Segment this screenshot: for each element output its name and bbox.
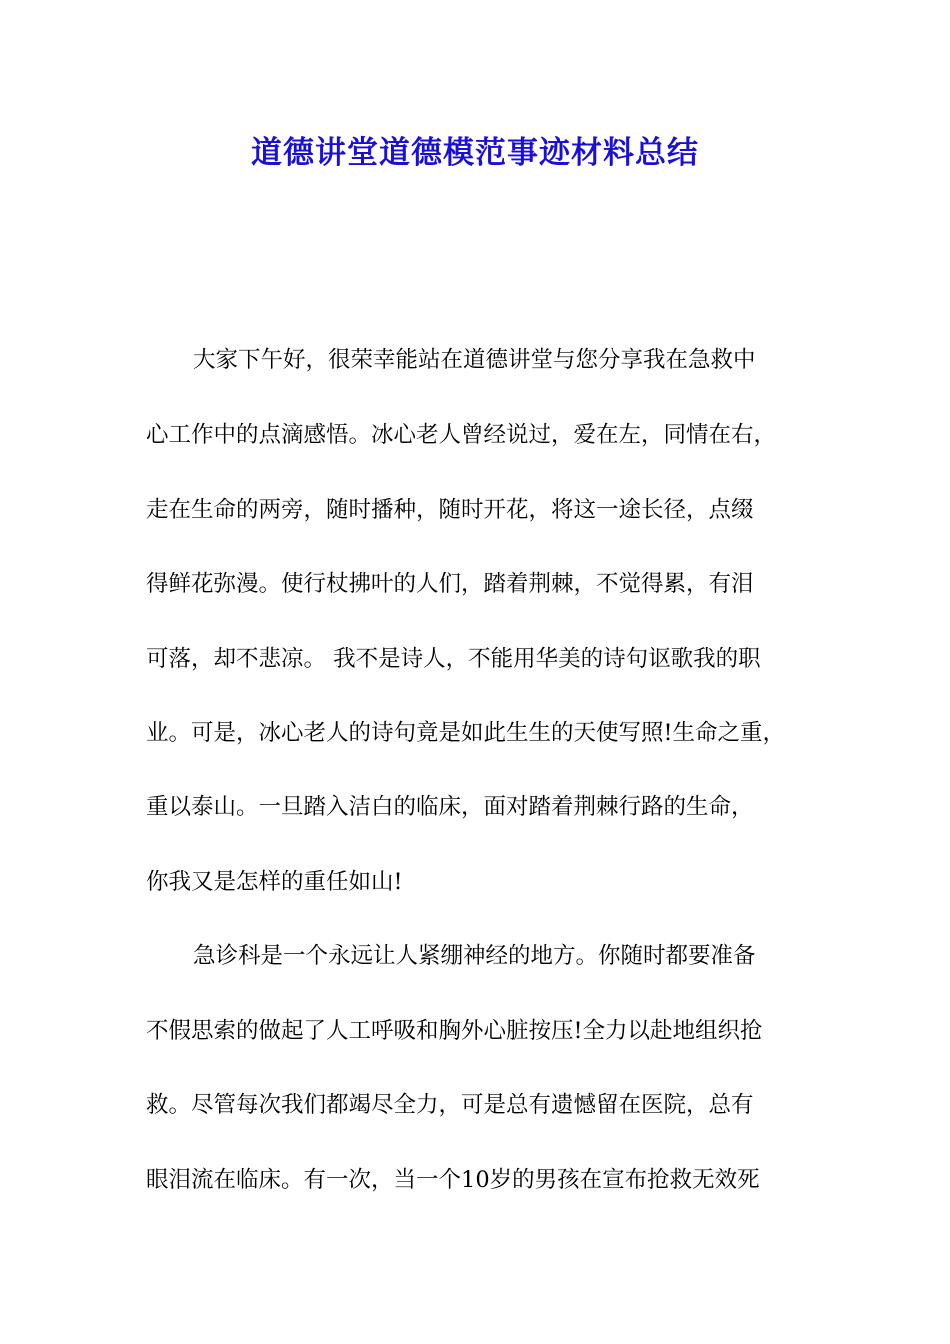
paragraph-2-line-2: 不假思索的做起了人工呼吸和胸外心脏按压!全力以赴地组织抢	[146, 1018, 763, 1044]
paragraph-2-line-3: 救。尽管每次我们都竭尽全力，可是总有遗憾留在医院，总有	[146, 1092, 754, 1118]
paragraph-1-line-1: 大家下午好，很荣幸能站在道德讲堂与您分享我在急救中	[193, 347, 756, 373]
paragraph-1-line-5: 可落，却不悲凉。 我不是诗人，不能用华美的诗句讴歌我的职	[146, 646, 761, 672]
paragraph-1-line-2: 心工作中的点滴感悟。冰心老人曾经说过，爱在左，同情在右，	[146, 422, 777, 448]
document-title: 道德讲堂道德模范事迹材料总结	[251, 135, 699, 171]
paragraph-2-line-4: 眼泪流在临床。有一次，当一个10岁的男孩在宣布抢救无效死	[146, 1167, 760, 1193]
paragraph-1-line-6: 业。可是，冰心老人的诗句竟是如此生生的天使写照!生命之重，	[146, 720, 786, 746]
paragraph-1-line-7: 重以泰山。一旦踏入洁白的临床，面对踏着荆棘行路的生命，	[146, 794, 754, 820]
paragraph-1-line-4: 得鲜花弥漫。使行杖拂叶的人们，踏着荆棘，不觉得累，有泪	[146, 571, 754, 597]
paragraph-2-line-1: 急诊科是一个永远让人紧绷神经的地方。你随时都要准备	[193, 943, 756, 969]
paragraph-1-line-8: 你我又是怎样的重任如山!	[146, 869, 403, 895]
paragraph-1-line-3: 走在生命的两旁，随时播种，随时开花，将这一途长径，点缀	[146, 497, 754, 523]
